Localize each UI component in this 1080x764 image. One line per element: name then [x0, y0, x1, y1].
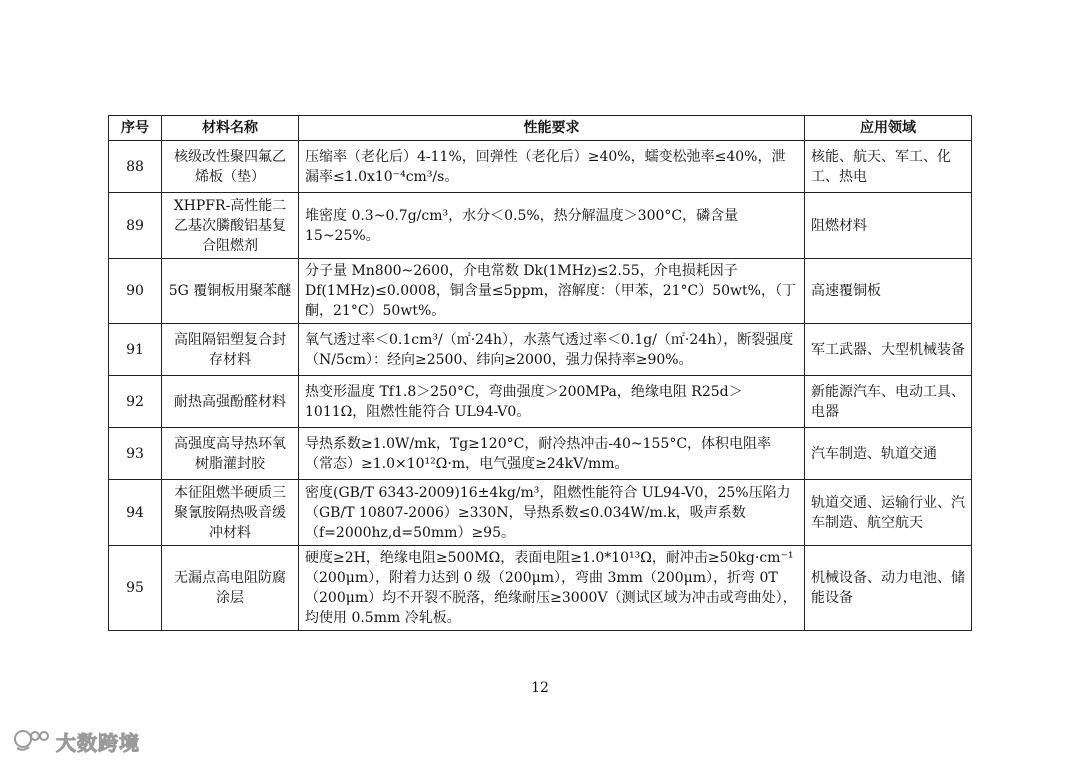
material-name: XHPFR-高性能二乙基次膦酸铝基复合阻燃剂 [162, 193, 299, 259]
application-field: 汽车制造、轨道交通 [805, 428, 972, 480]
table-row [109, 376, 972, 428]
performance-requirements: 堆密度 0.3~0.7g/cm³，水分＜0.5%，热分解温度＞300°C，磷含量 15~25%。 [299, 193, 805, 259]
performance-requirements: 导热系数≥1.0W/mk，Tg≥120°C，耐冷热冲击-40~155°C，体积电阻率（常态）≥1.0×10¹²Ω·m，电气强度≥24kV/mm。 [299, 428, 805, 480]
application-field: 阻燃材料 [805, 193, 972, 259]
application-field: 高速覆铜板 [805, 259, 972, 324]
row-number: 95 [109, 546, 162, 631]
page-number: 12 [531, 680, 549, 696]
application-field: 轨道交通、运输行业、汽车制造、航空航天 [805, 480, 972, 546]
header-application: 应用领域 [805, 116, 972, 141]
materials-table [108, 115, 972, 631]
performance-requirements: 热变形温度 Tf1.8＞250°C，弯曲强度＞200MPa，绝缘电阻 R25d＞1011Ω，阻燃性能符合 UL94-V0。 [299, 376, 805, 428]
performance-requirements: 分子量 Mn800~2600，介电常数 Dk(1MHz)≤2.55，介电损耗因子 Df(1MHz)≤0.0008，铜含量≤5ppm，溶解度：（甲苯，21°C）50wt%，（丁酮，21°C）50wt%。 [299, 259, 805, 324]
application-field: 核能、航天、军工、化工、热电 [805, 141, 972, 193]
table-row [109, 324, 972, 376]
material-name: 本征阻燃半硬质三聚氰胺隔热吸音缓冲材料 [162, 480, 299, 546]
material-name: 高阻隔铝塑复合封存材料 [162, 324, 299, 376]
application-field: 军工武器、大型机械装备 [805, 324, 972, 376]
table-header-row [109, 116, 972, 141]
row-number: 88 [109, 141, 162, 193]
header-material-name: 材料名称 [162, 116, 299, 141]
material-name: 核级改性聚四氟乙烯板（垫） [162, 141, 299, 193]
watermark [12, 728, 140, 754]
material-name: 耐热高强酚醛材料 [162, 376, 299, 428]
performance-requirements: 密度(GB/T 6343-2009)16±4kg/m³，阻燃性能符合 UL94-V0，25%压陷力（GB/T 10807-2006）≥330N，导热系数≤0.034W/m.k，吸声系数（f=2000hz,d=50mm）≥95。 [299, 480, 805, 546]
material-name: 高强度高导热环氧树脂灌封胶 [162, 428, 299, 480]
performance-requirements: 硬度≥2H，绝缘电阻≥500MΩ，表面电阻≥1.0*10¹³Ω，耐冲击≥50kg·cm⁻¹（200μm），附着力达到 0 级（200μm），弯曲 3mm（200μm），折弯 0T（200μm）均不开裂不脱落，绝缘耐压≥3000V（测试区域为冲击或弯曲处），均使用 0.5mm 冷轧板。 [299, 546, 805, 631]
table-row [109, 141, 972, 193]
material-name: 无漏点高电阻防腐涂层 [162, 546, 299, 631]
watermark-text: 大数跨境 [56, 730, 140, 755]
table-row [109, 428, 972, 480]
table-row [109, 480, 972, 546]
watermark-logo-icon [12, 726, 52, 757]
performance-requirements: 压缩率（老化后）4-11%，回弹性（老化后）≥40%，蠕变松弛率≤40%，泄漏率≤1.0x10⁻⁴cm³/s。 [299, 141, 805, 193]
application-field: 新能源汽车、电动工具、电器 [805, 376, 972, 428]
header-requirements: 性能要求 [299, 116, 805, 141]
table-row [109, 546, 972, 631]
table-row [109, 193, 972, 259]
header-no: 序号 [109, 116, 162, 141]
row-number: 93 [109, 428, 162, 480]
row-number: 89 [109, 193, 162, 259]
row-number: 91 [109, 324, 162, 376]
row-number: 90 [109, 259, 162, 324]
table-row [109, 259, 972, 324]
performance-requirements: 氧气透过率＜0.1cm³/（㎡·24h），水蒸气透过率＜0.1g/（㎡·24h），断裂强度（N/5cm）：经向≥2500、纬向≥2000，强力保持率≥90%。 [299, 324, 805, 376]
application-field: 机械设备、动力电池、储能设备 [805, 546, 972, 631]
row-number: 94 [109, 480, 162, 546]
row-number: 92 [109, 376, 162, 428]
material-name: 5G 覆铜板用聚苯醚 [162, 259, 299, 324]
